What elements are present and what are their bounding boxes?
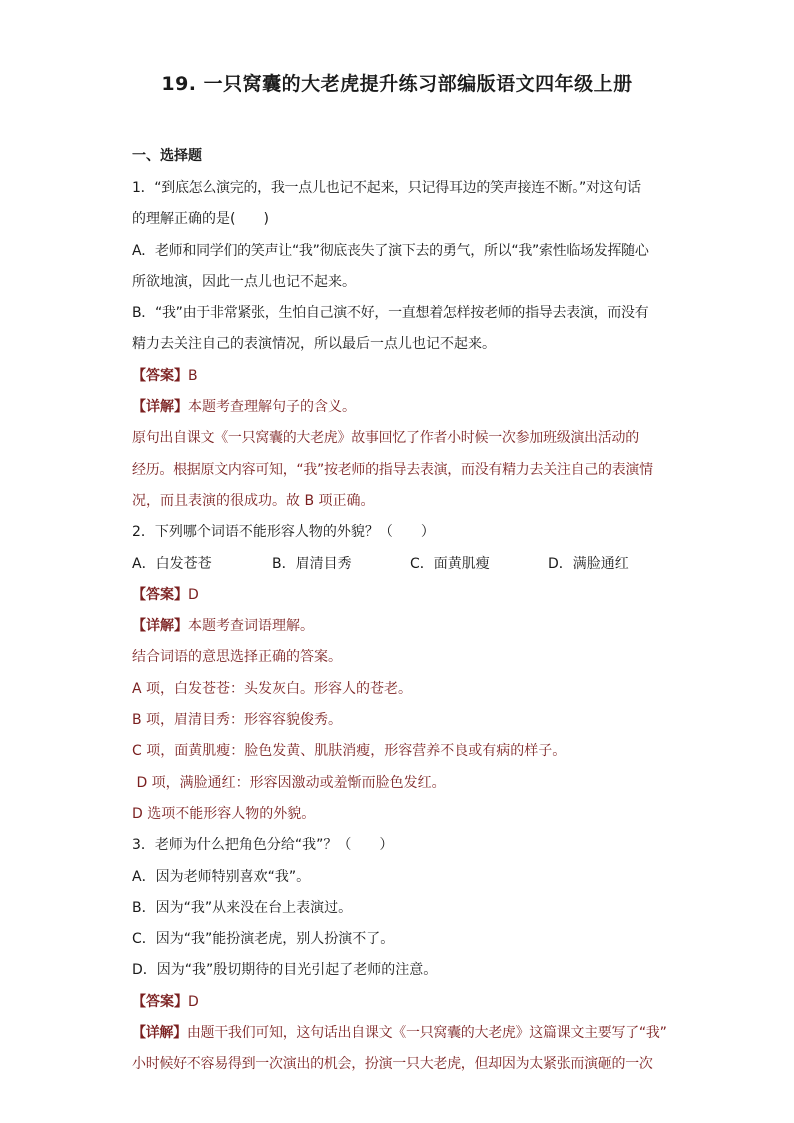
q3-detail-line-2: 小时候好不容易得到一次演出的机会，扮演一只大老虎，但却因为太紧张而演砸的一次 bbox=[132, 1056, 653, 1073]
detail-tag: 【详解】 bbox=[132, 399, 188, 416]
q1-answer bbox=[132, 361, 672, 392]
q1-detail-line-3: 经历。根据原文内容可知，“我”按老师的指导去表演，而没有精力去关注自己的表演情 bbox=[132, 461, 653, 478]
q2-option-a: A．白发苍苍 bbox=[132, 555, 212, 572]
q2-detail-line-5: C 项，面黄肌瘦：脸色发黄、肌肤消瘦，形容营养不良或有病的样子。 bbox=[132, 743, 567, 760]
q2-option-c: C．面黄肌瘦 bbox=[410, 555, 490, 572]
detail-tag: 【详解】 bbox=[132, 1025, 187, 1042]
q2-options bbox=[132, 549, 672, 580]
q2-detail-line-3: A 项，白发苍苍：头发灰白。形容人的苍老。 bbox=[132, 680, 413, 697]
q1-option-b-line-1: B．“我”由于非常紧张，生怕自己演不好，一直想着怎样按老师的指导去表演，而没有 bbox=[132, 305, 649, 322]
q3-detail-line-1 bbox=[132, 1018, 672, 1049]
q1-detail-line-4: 况，而且表演的很成功。故 B 项正确。 bbox=[132, 492, 375, 509]
q3-answer bbox=[132, 987, 672, 1018]
q1-option-a-line-1: A．老师和同学们的笑声让“我”彻底丧失了演下去的勇气，所以“我”索性临场发挥随心 bbox=[132, 242, 649, 259]
answer-tag: 【答案】 bbox=[132, 993, 188, 1010]
answer-tag: 【答案】 bbox=[132, 367, 188, 384]
q3-stem: 3．老师为什么把角色分给“我”？（ ） bbox=[132, 837, 394, 854]
page-title: 19. 一只窝囊的大老虎提升练习部编版语文四年级上册 bbox=[161, 73, 633, 95]
q1-detail-line-2: 原句出自课文《一只窝囊的大老虎》故事回忆了作者小时候一次参加班级演出活动的 bbox=[132, 430, 639, 447]
q2-detail-line-4: B 项，眉清目秀：形容容貌俊秀。 bbox=[132, 712, 343, 729]
q2-detail-line-1 bbox=[132, 611, 672, 642]
q3-option-d: D．因为“我”殷切期待的目光引起了老师的注意。 bbox=[132, 962, 438, 979]
q3-option-a: A．因为老师特别喜欢“我”。 bbox=[132, 868, 311, 885]
answer-tag: 【答案】 bbox=[132, 586, 188, 603]
q2-detail-line-2: 结合词语的意思选择正确的答案。 bbox=[132, 649, 342, 666]
detail-text: 由题干我们可知，这句话出自课文《一只窝囊的大老虎》这篇课文主要写了“我” bbox=[186, 1025, 667, 1042]
q2-option-d: D．满脸通红 bbox=[548, 555, 629, 572]
answer-value: D bbox=[188, 586, 199, 603]
q1-detail-line-1 bbox=[132, 392, 672, 423]
worksheet-body bbox=[132, 143, 672, 1081]
answer-value: B bbox=[188, 367, 198, 384]
q2-detail-line-7: D 选项不能形容人物的外貌。 bbox=[132, 805, 316, 822]
q2-answer bbox=[132, 580, 672, 611]
detail-text: 本题考查词语理解。 bbox=[188, 618, 314, 635]
q1-stem-line-2: 的理解正确的是( ) bbox=[132, 211, 269, 228]
q1-stem-line-1: 1．“到底怎么演完的，我一点儿也记不起来，只记得耳边的笑声接连不断。”对这句话 bbox=[132, 180, 641, 196]
q1-option-b-line-2: 精力去关注自己的表演情况，所以最后一点儿也记不起来。 bbox=[132, 336, 496, 353]
q2-stem: 2．下列哪个词语不能形容人物的外貌？（ ） bbox=[132, 524, 435, 541]
q3-option-b: B．因为“我”从来没在台上表演过。 bbox=[132, 899, 353, 916]
q2-detail-line-6: D 项，满脸通红：形容因激动或羞惭而脸色发红。 bbox=[132, 774, 446, 791]
section-heading: 一、选择题 bbox=[132, 148, 202, 164]
detail-text: 本题考查理解句子的含义。 bbox=[188, 399, 356, 416]
answer-value: D bbox=[188, 993, 199, 1010]
q2-option-b: B．眉清目秀 bbox=[272, 555, 352, 572]
q1-option-a-line-2: 所欲地演，因此一点儿也记不起来。 bbox=[132, 273, 356, 290]
detail-tag: 【详解】 bbox=[132, 618, 188, 635]
q3-option-c: C．因为“我”能扮演老虎，别人扮演不了。 bbox=[132, 931, 395, 948]
